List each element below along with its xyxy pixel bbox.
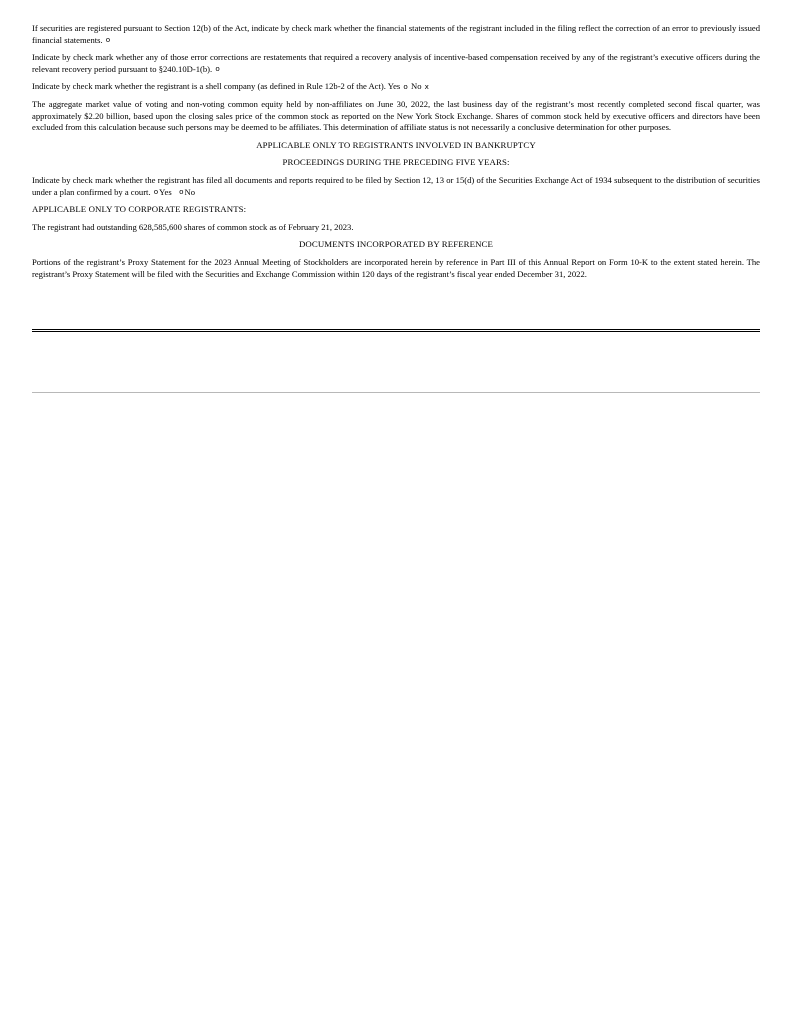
recovery-checkbox: o <box>215 64 220 74</box>
bankruptcy-heading-line1: APPLICABLE ONLY TO REGISTRANTS INVOLVED IN BANKRUPTCY <box>256 139 536 150</box>
shell-no-checkbox: x <box>424 81 429 91</box>
recovery-text: Indicate by check mark whether any of those error corrections are restatements that required a recovery analysis of incentive-based compensation received by any of the registrant’s executive officers during the relevant recovery period pursuant to §240.10D-1(b). <box>32 52 760 74</box>
restatement-paragraph <box>32 23 760 46</box>
bankruptcy-paragraph <box>32 175 760 198</box>
bankruptcy-heading-line2: PROCEEDINGS DURING THE PRECEDING FIVE YEARS: <box>282 157 510 168</box>
market-value-paragraph: The aggregate market value of voting and non-voting common equity held by non-affiliates on June 30, 2022, the last business day of the registrant’s most recently completed second fiscal quarter, was approximately $2.20 billion, based upon the closing sales price of the common stock as reported on the New York Stock Exchange. Shares of common stock held by executive officers and directors have been excluded from this calculation because such persons may be deemed to be affiliates. This determination of affiliate status is not necessarily a conclusive determination for other purposes. <box>32 98 760 133</box>
bankruptcy-yes-label: Yes <box>159 186 172 197</box>
shell-yes-checkbox: o <box>403 81 408 91</box>
bankruptcy-yes-checkbox: o <box>153 187 159 197</box>
shell-company-text: Indicate by check mark whether the registrant is a shell company (as defined in Rule 12b-2 of the Act). <box>32 81 386 92</box>
shell-no-label: No <box>410 81 422 92</box>
recovery-paragraph <box>32 52 760 75</box>
bankruptcy-no-label: No <box>184 186 196 197</box>
document-body <box>32 23 760 286</box>
shell-yes-label: Yes <box>387 81 401 92</box>
section-double-divider <box>32 329 760 332</box>
documents-incorporated-heading: DOCUMENTS INCORPORATED BY REFERENCE <box>298 239 494 250</box>
restatement-text: If securities are registered pursuant to Section 12(b) of the Act, indicate by check mark whether the financial statements of the registrant included in the filing reflect the correction of an error to previously issued financial statements. <box>32 23 760 45</box>
proxy-statement-paragraph: Portions of the registrant’s Proxy Statement for the 2023 Annual Meeting of Stockholders are incorporated herein by reference in Part III of this Annual Report on Form 10-K to the extent stated herein. The registrant’s Proxy Statement will be filed with the Securities and Exchange Commission within 120 days of the registrant’s fiscal year ended December 31, 2022. <box>32 256 760 279</box>
shell-company-paragraph <box>32 81 760 93</box>
restatement-checkbox: o <box>105 35 111 45</box>
bankruptcy-text: Indicate by check mark whether the registrant has filed all documents and reports required to be filed by Section 12, 13 or 15(d) of the Securities Exchange Act of 1934 subsequent to the distribution of securities under a plan confirmed by a court. <box>32 174 760 197</box>
page-bottom-divider <box>32 392 760 393</box>
corporate-registrants-heading: APPLICABLE ONLY TO CORPORATE REGISTRANTS: <box>32 204 247 215</box>
bankruptcy-no-checkbox: o <box>179 187 184 197</box>
outstanding-shares-paragraph: The registrant had outstanding 628,585,600 shares of common stock as of February 21, 2023. <box>32 221 354 232</box>
